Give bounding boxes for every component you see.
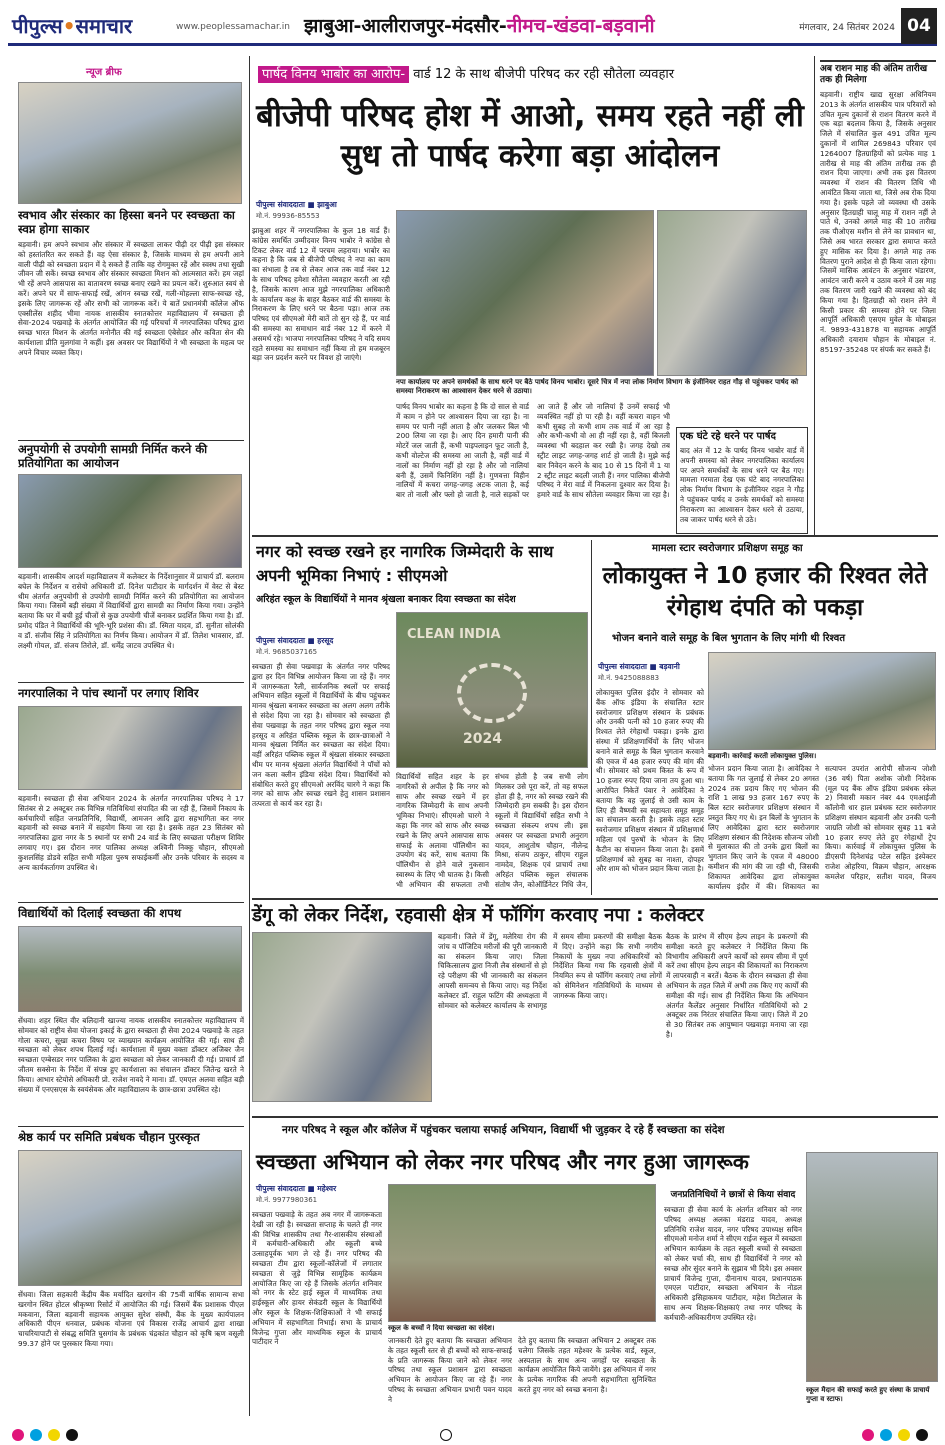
nagar-sidebar-headline: जनप्रतिनिधियों ने छात्रों से किया संवाद (670, 1190, 796, 1200)
dharna-photo (396, 210, 654, 376)
logo (12, 12, 132, 39)
edition-part2: नीमच-खंडवा-बड़वानी (506, 15, 655, 37)
black-mark (916, 1429, 928, 1441)
logo-dot: • (62, 14, 76, 38)
lead-photo-caption: नपा कार्यालय पर अपने समर्थकों के साथ धरने पर बैठे पार्षद विनय भाबोर। दूसरे चित्र में नपा लोक निर्माण विभाग के इंजीनियर राहत गौड़ से पहुंचकर पार्षद को समस्या निराकरण का आश्वासन देकर धरने से उठाया। (396, 378, 799, 395)
camp-photo (18, 706, 242, 790)
human-chain-photo (396, 612, 588, 768)
cyan-mark (30, 1429, 42, 1441)
byline-name: पीपुल्स संवाददाता (256, 636, 305, 645)
story-body: सेंधवा। शहर स्थित वीर बलिदानी खाज्या नायक शासकीय स्नातकोत्तर महाविद्यालय में सोमवार को राष्ट्रीय सेवा योजना इकाई के द्वारा स्वच्छता ही सेवा 2024 पखवाड़े के तहत गोला कचरा, सूखा कचरा विषय पर व्याख्यान कार्यक्रम आयोजित की गई। साथ ही स्वच्छता को लेकर शपथ दिलाई गई। कार्यशाला में मुख्य वक्ता डॉक्टर अजिबर जैन स्वच्छता एम्बेसडर नगर पालिका के द्वारा स्वच्छता को लेकर जानकारी दी गई। प्राचार्य डॉ जीतम सक्सेना के निर्देश में संपन्न हुए कार्यशाला का संचालन डॉक्टर जितेन्द्र खरते ने किया। आभार स्टेयोसे अधिकारी प्रो. राजेश नावदे ने माना। डॉ. एमएल अलवा सहित बड़ी संख्या में एनएसएस के स्वयंसेवक और महाविद्यालय के छात्र-छात्रा उपस्थित रहे। (18, 1016, 244, 1094)
nagar-mobile: मो.नं. 9977980361 (256, 1196, 318, 1204)
nagar-byline: पीपुल्स संवाददाता ■ महेश्वर (256, 1184, 337, 1193)
lead-body-2: पार्षद विनय भाबोर का कहना है कि दो साल से वार्ड में काम न होने पर आश्वासन दिया जा रहा है। ना समय पर पानी नहीं आता है और जलकर बिल भी 200 लिया जा रहा है। आए दिन हमारी पानी की मोटरें जल जाती हैं, कभी पाइपलाइन फूट जाती है, कभी वोल्टेज की समस्या आ जाती है, वहीं वार्ड में नालों का निर्माण नहीं हो रहा है और जो नालियां बनी हैं, उसमें फिनिशिंग नहीं है। गुणवत्ता विहीन नालियों में कचरा जगह-जगह अटक जाता है, कई बार तो नाली और फ्लो हो जाती है, नाले सड़कों पर आ जाते हैं और जो नालियां हैं उनमें सफाई भी व्यवस्थित नहीं हो पा रही है। वहीं कचरा वाहन भी कभी सुबह तो कभी शाम तक वार्ड में आ रहा है और कभी-कभी वो आ ही नहीं रहा है, वहीं बिजली व्यवस्था भी बदहाल कर रखी है। जगह देखो तब स्ट्रीट लाइट जगह-जगह शार्ट हो जाती है। मुझे कई बार निवेदन करने के बाद 10 से 15 दिनों में 1 या 2 स्ट्रीट लाइट बदली जाती हैं। नगर पालिका बीजेपी परिषद ने मेरा वार्ड में निकलना दुश्वार कर दिया है। हमारे वार्ड के साथ सौतेला व्यवहार किया जा रहा है। (396, 402, 670, 500)
story-body: बड़वानी। स्वच्छता ही सेवा अभियान 2024 के अंतर्गत नगरपालिका परिषद ने 17 सितंबर से 2 अक्टूबर तक विभिन्न गतिविधियां संपादित की जा रही हैं, जिसमें निकाय के कर्मचारियों सहित जनप्रतिनिधि, विद्यार्थी, आमजन आदि द्वारा सहभागिता कर नगर बड़वानी को स्वच्छ बनाने में सहयोग किया जा रहा है। इसके तहत 23 सितंबर को नगरपालिका द्वारा नगर के 5 स्थानों पर सभी 24 वार्ड के लिए स्वच्छता परीक्षण शिविर लगवाए गए। इस दौरान नगर पालिका अध्यक्ष अश्विनी निक्कू चौहान, सीएमओ कुशलसिंह डोडवे सहित सभी महिला पुरुष सफाईकर्मी और उनके परिवार के सदस्य व अन्य कार्यकर्तागण उपस्थित थे। (18, 794, 244, 872)
lead-body-1: झाबुआ शहर में नगरपालिका के कुल 18 वार्ड हैं। कांग्रेस समर्थित उम्मीदवार विनय भाबोर ने कांग्रेस से टिकट लेकर वार्ड 12 में परचम लहराया। भाबोर का कहना है कि जब से बीजेपी परिषद ने नपा का काम का संभाला है तब से लेकर आज तक वार्ड नंबर 12 के साथ परिषद हमेशा सौतेला व्यवहार करती आ रही है, जिसके कारण आज मुझे नगरपालिका अधिकारी के कार्यालय कक्ष के बाहर बैठकर वार्ड की समस्या के निराकरण के लिए धरने पर बैठना पड़ा। आज तक परिषद एवं सीएमओ मेरी बातें तो सुन रहे हैं, पर वार्ड की समस्या का समाधान वार्ड नंबर 12 में करने में असमर्थ रहे। भाजपा नगरपालिका परिषद ने यदि समय रहते समस्या का समाधान नहीं किया तो हम मजबूरन बड़ा जन प्रदर्शन करने पर विवश हो जाएंगे। (252, 226, 390, 363)
lokayukt-kicker: मामला स्टार स्वरोजगार प्रशिक्षण समूह का (652, 543, 803, 554)
engineer-photo (657, 210, 807, 376)
section-rule (252, 1116, 938, 1118)
logo-left: पीपुल्स (12, 14, 63, 38)
byline-place: महेश्वर (317, 1184, 337, 1193)
oath-photo (18, 926, 242, 1012)
nagar-kicker: नगर परिषद ने स्कूल और कॉलेज में पहुंचकर चलाया सफाई अभियान, विद्यार्थी भी जुड़कर दे रहे हैं स्वच्छता का संदेश (282, 1124, 725, 1136)
box-headline: एक घंटे रहे धरने पर पार्षद (680, 431, 776, 442)
magenta-mark (12, 1429, 24, 1441)
lokayukt-photo (708, 652, 936, 750)
black-mark (66, 1429, 78, 1441)
story-body: बड़वानी। हम अपने स्वभाव और संस्कार में स्वच्छता लाकर पीढ़ी दर पीढ़ी इस संस्कार को हस्तांतरित कर सकते हैं। वह ऐसा संस्कार है, जिसके माध्यम से हम अपनी आने वाली पीढ़ी को स्वच्छता प्रदान में दे सकते हैं ताकि वह रोगमुक्त रहें और स्वस्थ तथा सुखी जीवन जी सकें। स्वच्छ स्वभाव और संस्कार स्वच्छता मिशन को आत्मसात करें। हम जहां भी रहें अपने आसपास का वातावरण स्वच्छ बनाए रखने का प्रयत्न करें। शुरुआत स्वयं से करें। अपने घर में साफ-सफाई रखें, आंगन स्वच्छ रखें, गली-मोहल्ला साफ-स्वच्छ रहे, इसके लिए जागरूक रहें और सभी को जागरूक करें। ये बातें प्रधानमंत्री कॉलेज ऑफ एक्सीलेंस शहीद भीमा नायक शासकीय स्नातकोत्तर महाविद्यालय में स्वच्छता ही सेवा-2024 पखवाड़े के अंतर्गत आयोजित की गई परिचर्चा में नगरपालिका परिषद द्वारा स्वच्छ भारत मिशन के अंतर्गत मनोनीत की गई स्वच्छता एंबेसेडर और कविता सेन की कार्यशाला प्रीति मुलगांवा ने कहीं। इस अवसर पर विद्यार्थियों ने भी स्वच्छता के महत्व पर अपने विचार व्यक्त किए। (18, 240, 244, 357)
lead-byline: पीपुल्स संवाददाता ■ झाबुआ (256, 200, 337, 209)
divider (18, 902, 244, 903)
cmo-subheadline: अरिहंत स्कूल के विद्यार्थियों ने मानव श्रृंखला बनाकर दिया स्वच्छता का संदेश (256, 594, 516, 605)
lokayukt-photo-caption: बड़वानी। कार्रवाई करती लोकायुक्त पुलिस। (708, 752, 817, 760)
cmo-mobile: मो.नं. 9685037165 (256, 648, 318, 656)
news-brief-tag: न्यूज ब्रीफ (86, 67, 122, 78)
byline-place: बड़वानी (659, 662, 680, 671)
divider (18, 440, 244, 441)
dengue-body-2: बैठक के प्रारंभ में सीएम हेल्प लाइन के प्रकरणों की समीक्षा करते हुए कलेक्टर ने निर्देशित किया कि विभागीय अधिकारी अपने कार्यों को समय सीमा में पूर्ण करें तथा सीएम हेल्प लाइन की शिकायतों का निराकरण में लापरवाही न बरतें। बैठक के दौरान स्वच्छता ही सेवा अभियान के तहत जिले में अभी तक किए गए कार्यों की समीक्षा की गई। साथ ही निर्देशित किया कि अभियान अंतर्गत कैलेंडर अनुसार निर्धारित गतिविधियों को 2 अक्टूबर तक निरंतर संचालित किया जाए। जिले में 20 से 30 सितंबर तक आयुष्मान पखवाड़ा मनाया जा रहा है। (666, 932, 808, 1039)
edition-part1: झाबुआ-आलीराजपुर-मंदसौर- (304, 15, 507, 37)
byline-name: पीपुल्स संवाददाता (256, 200, 305, 209)
cleaning-photo (806, 1152, 938, 1382)
lead-headline: बीजेपी परिषद होश में आओ, समय रहते नहीं ली सुध तो पार्षद करेगा बड़ा आंदोलन (256, 98, 804, 174)
column-rule (814, 56, 815, 536)
lokayukt-subheadline: भोजन बनाने वाले समूह के बिल भुगतान के लिए मांगी थी रिश्वत (612, 633, 846, 644)
cmo-headline: नगर को स्वच्छ रखने हर नागरिक जिम्मेदारी के साथ अपनी भूमिका निभाएं : सीएमओ (256, 542, 554, 585)
story-headline: अनुपयोगी से उपयोगी सामग्री निर्मित करने की प्रतियोगिता का आयोजन (18, 442, 208, 470)
magenta-mark (862, 1429, 874, 1441)
seminar-photo (18, 82, 242, 204)
cmo-body-1: स्वच्छता ही सेवा पखवाड़ा के अंतर्गत नगर परिषद द्वारा हर दिन विभिन्न आयोजन किया जा रहे हैं। नगर में जागरूकता रैली, सार्वजनिक स्थलों पर सफाई अभियान सहित स्कूलों में विद्यार्थियों के बीच पहुंचकर मानव श्रृंखला बनाकर स्वच्छता का अलग अलग तरीके से संदेश दिया जा रहा है। सोमवार को स्वच्छता ही सेवा पखवाड़ा के तहत नगर परिषद द्वारा स्कूल नया हरसूद व अरिहंत पब्लिक स्कूल के छात्र-छात्राओं ने मानव श्रृंखला निर्मित कर स्वच्छता का संदेश दिया। वहीं अरिहंत पब्लिक स्कूल में श्रृंखला संस्कार स्वच्छता थीम पर मानव श्रृंखला अंतर्गत विद्यार्थियों ने पॉचों को जन कला क्लीन इंडिया संदेश दिया। विद्यार्थियों को संबोधित करते हुए सीएमओ अरविंद चारगे ने कहा कि नगर को साफ और स्वच्छ रखने हेतु शासन प्रशासन तत्परता से कार्य कर रहा है। (252, 662, 390, 809)
lokayukt-body-2: भोजन प्रदान किया जाता है। आवेदिका ने बताया कि गत जुलाई से लेकर 20 अगस्त 2024 तक प्रदाय किए गए भोजन की राशि 1 लाख 93 हजार 167 रुपए के बिल स्टार स्वरोजगार प्रशिक्षण संस्थान में प्रस्तुत किए गए थे। इन बिलों के भुगतान के लिए आवेदिका द्वारा स्टार स्वरोजगार प्रशिक्षण संस्थान की निदेशक सौजन्य जोशी से मुलाकात की तो उनके द्वारा बिलों का भुगतान किए जाने के एवज में 48000 कमीशन की मांग की जा रही थी, जिसकी शिकायत आवेदिका द्वारा लोकायुक्त कार्यालय इंदौर में की। शिकायत का सत्यापन उपरांत आरोपी सौजन्य जोशी (36 वर्ष) पिता अशोक जोशी निदेशक (मूल पद बैंक ऑफ इंडिया प्रबंधक स्केल 2) निवासी मकान नंबर 44 एमआईजी कॉलोनी धार हाल प्रबंधक स्टार स्वरोजगार प्रशिक्षण संस्थान बड़वानी और उनकी पत्नी जाग्रति जोशी को सोमवार सुबह 11 बजे 10 हजार रुपए लेते हुए रंगेहाथों ट्रेप किया। कार्रवाई में लोकायुक्त पुलिस के डीएसपी दिनेशचंद्र पटेल सहित इंस्पेक्टर राजेश ओहरिया, विक्रम चौहान, आरक्षक कमलेश परिहार, सतीश यादव, विजय (708, 764, 936, 891)
meeting-photo (252, 932, 432, 1102)
nagar-sidebar-body: स्वच्छता ही सेवा कार्य के अंतर्गत शनिवार को नगर परिषद अध्यक्ष अलका मंडराड यादव, अध्यक्ष प्रतिनिधि राजेश यादव, नगर परिषद उपाध्यक्ष सचिन सीएमओ मनोज शर्मा ने सीएम राईज स्कूल में स्वच्छता अभियान कार्यक्रम के तहत स्कूली बच्चों से स्वच्छता को लेकर चर्चा की, साथ ही विद्यार्थियों ने नगर को स्वच्छ और सुंदर बनाने के सुझाव भी दिये। इस अवसर प्राचार्य विजेन्द्र गुप्ता, दीनानाथ यादव, प्रधानपाठक एमएल पाटीदार, स्वच्छता अभियान के नोडल अधिकारी इसिहाकमय पाटीदार, महेश मिटोलाल के साथ अन्य शिक्षक-शिक्षकाएं तथा नगर परिषद के कर्मचारी-अधिकारीगण उपस्थित रहे। (664, 1205, 802, 1322)
nagar-headline: स्वच्छता अभियान को लेकर नगर परिषद और नगर हुआ जागरूक (256, 1150, 749, 1174)
masthead (8, 8, 937, 46)
box-body: बाद अंत में 12 के पार्षद विनय भाबोर वार्ड में अपनी समस्या को लेकर नगरपालिका कार्यालय पर अपने समर्थकों के साथ धरने पर बैठ गए। मामला गरमाता देख एक घंटे बाद नगरपालिका लोक निर्माण विभाग के इंजीनियर राहत ने गौड़ ने पहुंचकर पार्षद व उनके समर्थकों को समस्या निराकरण का आश्वासन देकर धरने से उठाया, तब जाकर पार्षद धरने से उठे। (680, 446, 804, 524)
cmo-body-2: विद्यार्थियों सहित शहर के हर नागरिकों से अपील है कि नगर को साफ और स्वच्छ रखने में हर नागरिक जिम्मेदारी के साथ अपनी भूमिका निभाएं। सीएमओ चारगे ने कहा कि नगर को साफ और स्वच्छ रखने के लिए अपने आसपास साफ सफाई के अलावा पॉलिथीन का उपयोग बंद करें, साथ बताया कि पॉलिथीन से होने वाले नुकसान स्वास्थ्य के लिए भी घातक है। किसी भी अभियान की सफलता तभी संभव होती है जब सभी लोग मिलकर उसे पूरा करें, तो वह सफल होता ही है, नगर को स्वच्छ रखने की जिम्मेदारी हम सबकी है। इस दौरान स्कूलों में विद्यार्थियों सहित सभी ने स्वच्छता संकल्प शपथ ली। इस अवसर पर स्वच्छता प्रभारी अनुराग यादव, आशुतोष चौहान, नीलेन्द्र मिश्रा, संजय ठाकुर, सीएम राहुल नामदेव, शिक्षक एवं प्राचार्य तथा अरिहंत पब्लिक स्कूल संचालक संतोष जैन, कोऑर्डिनेटर निधि जैन, (396, 772, 588, 889)
children-formation-photo (388, 1184, 656, 1322)
ration-body: बड़वानी। राष्ट्रीय खाद्य सुरक्षा अधिनियम 2013 के अंतर्गत शासकीय पात्र परिवारों को उचित मूल्य दुकानों से राशन वितरण करने में एक बड़ा बदलाव किया है, जिसके अनुसार जिले में संचालित कुल 491 उचित मूल्य दुकानों में शामिल 269843 परिवार एवं 1264007 हितग्राहियों को प्रत्येक माह 1 तारीख से माह की अंतिम तारीख तक ही राशन दिया जाएगा। अभी तक इस वितरण व्यवस्था में राशन की वितरण तिथि भी आवंटित किया जाता था, जिसे अब रोक दिया गया है। इसके पहले जो व्यवस्था थी उसके अनुसार हितग्राही चालू माह में राशन नहीं ले पाते थे, उनको अगले माह की 10 तारीख तक पीओएस मशीन से लेने का प्रावधान था, जिसे अब भारत सरकार द्वारा समाप्त करते हुए मासिक कर दिया है। अगले माह तक वितरण पुराने आदेश से ही किया जाता रहेगा। जिसमें मासिक आवंटन के अनुसार भंडारण, आवंटन जारी करने व उठाव करने में उस माह तक वितरण जारी रखने की व्यवस्था को बंद किया गया है। हितग्राही को राशन लेने में किसी प्रकार की समस्या होने पर जिला आपूर्ति अधिकारी एसएम मुवेल के मोबाइल नं. 9893-431878 या सहायक आपूर्ति अधिकारी दयाराम चौहान के मोबाइल नं. 85197-35248 पर संपर्क कर सकते हैं। (820, 90, 936, 354)
photo-text-clean-india: CLEAN INDIA (407, 627, 501, 642)
number-formation-shape (457, 663, 527, 723)
story-headline: श्रेष्ठ कार्य पर समिति प्रबंधक चौहान पुरस्कृत (18, 1130, 200, 1144)
ration-headline: अब राशन माह की अंतिम तारीख तक ही मिलेगा (820, 60, 936, 86)
divider (18, 1126, 244, 1127)
lokayukt-body-1: लोकायुक्त पुलिस इंदौर ने सोमवार को बैंक ऑफ इंडिया के संचालित स्टार स्वरोजगार प्रशिक्षण संस्थान के प्रबंधक और उनकी पत्नी को 10 हजार रुपए की रिश्वत लेते रंगेहाथों पकड़ा। इनके द्वारा संस्था में प्रशिक्षणार्थियों के लिए भोजन बनाने वाले समूह के बिल भुगतान करवाने की एवज में 48 हजार रुपए की मांग की थी। सोमवार को प्रथम किस्त के रूप में 10 हजार रुपए दिया जाना तय हुआ था। आरोपित निकेतें पंवार ने आवेदिका ने बताया कि वह जुलाई से उसी काम के लिए ही वैष्णवी स्व सहायता समूह समूह का संचालन करती है। इसके तहत स्टार स्वरोजगार प्रशिक्षण संस्थान में प्रशिक्षणार्थ महिला एवं पुरुषों के भोजन के लिए कैटीन का संचालन किया जाता है। इसमें प्रशिक्षणार्थ को सुबह का नाश्ता, दोपहर और शाम को भोजन प्रदान किया जाता है। (596, 688, 704, 874)
lokayukt-byline: पीपुल्स संवाददाता ■ बड़वानी (598, 662, 680, 671)
logo-right: समाचार (75, 14, 133, 38)
nagar-body-1: स्वच्छता पखवाड़े के तहत अब नगर में जागरूकता देखी जा रही है। स्वच्छता सप्ताह के चलते ही नगर की विभिन्न शासकीय तथा गैर-शासकीय संस्थाओं में कर्मचारी-अधिकारी और स्कूली बच्चे उत्साहपूर्वक भाग ले रहे हैं। नगर परिषद की स्वच्छता टीम द्वारा स्कूलों-कॉलेजों में लगातार स्वच्छता से जुड़े विभिन्न सामूहिक कार्यक्रम आयोजित किए जा रहे हैं जिसके अंतर्गत शनिवार को नगर के स्टेट हाई स्कूल में माध्यमिक तथा हाईस्कूल और हायर सेकंडरी स्कूल के विद्यार्थियों और स्कूल के शिक्षक-शिक्षिकाओं ने भी सफाई अभियान में सहभागिता निभाई। सभा के प्राचार्य विजेन्द्र गुप्ता और माध्यमिक स्कूल के प्राचार्य पाटीदार ने (252, 1210, 382, 1347)
page-number: 04 (901, 8, 937, 44)
yellow-mark (898, 1429, 910, 1441)
column-rule (249, 56, 250, 1416)
yellow-mark (48, 1429, 60, 1441)
section-rule (252, 535, 938, 537)
lead-kicker (258, 64, 803, 82)
sidebar-box (676, 427, 808, 534)
nagar-sidebar (664, 1190, 802, 1405)
cmo-byline: पीपुल्स संवाददाता ■ हरसूद (256, 636, 334, 645)
byline-place: हरसूद (317, 636, 334, 645)
photo-text-year: 2024 (463, 731, 502, 747)
cyan-mark (880, 1429, 892, 1441)
nagar-body-2: जानकारी देते हुए बताया कि स्वच्छता अभियान के तहत स्कूली स्तर से ही बच्चों को साफ-सफाई के प्रति जागरूक किया जाने को लेकर नगर परिषद तथा स्कूल प्रशासन द्वारा स्वच्छता अभियान के आयोजन किए जा रहे हैं। नगर परिषद के स्वच्छता अभियान प्रभारी पवन यादव ने (388, 1336, 512, 1404)
nagar-photo-caption-1: स्कूल के बच्चों ने दिया स्वच्छता का संदेश। (388, 1324, 495, 1332)
nagar-body-3: देते हुए बताया कि स्वच्छता अभियान 2 अक्टूबर तक चलेगा जिसके तहत महेश्वर के प्रत्येक वार्ड, स्कूल, अस्पताल के साथ अन्य जगहों पर स्वच्छता के कार्यक्रम आयोजित किये जायेंगे। इस अभियान में नगर के प्रत्येक नागरिक की अपनी सहभागिता सुनिश्चित करते हुए नगर को स्वच्छ बनाना है। (518, 1336, 656, 1394)
print-marks (0, 1425, 945, 1445)
dengue-headline: डेंगू को लेकर निर्देश, रहवासी क्षेत्र में फॉगिंग करवाए नपा : कलेक्टर (252, 905, 704, 926)
dengue-body-1: बड़वानी। जिले में डेंगू, मलेरिया रोग की जांच व पॉजिटिव मरीजों की पूरी जानकारी का संकलन किया जाए। जिला चिकित्सालय द्वारा निजी लैब संस्थानों से हो रहे परीक्षण की भी जानकारी का संकलन आपसी समन्वय से किया जाए। यह निर्देश कलेक्टर डॉ. राहुल फटिंग की अध्यक्षता में सोमवार को कलेक्टर कार्यालय के सभागृह में समय सीमा प्रकरणों की समीक्षा बैठक में दिए। उन्होंने कहा कि सभी नगरीय निकायों के मुख्य नपा अधिकारियों को निर्देशित किया गया कि रहवासी क्षेत्रों में नियमित रूप से फॉगिंग करवाएं तथा लोगों को सेमिनेशन गतिविधियों के माध्यम से जागरूक किया जाए। (438, 932, 662, 1010)
byline-name: पीपुल्स संवाददाता (256, 1184, 305, 1193)
registration-mark (440, 1429, 452, 1441)
story-headline: स्वभाव और संस्कार का हिस्सा बनने पर स्वच्छता का स्वप्न होगा साकार (18, 208, 235, 236)
divider (18, 682, 244, 683)
site-url: www.peoplessamachar.in (176, 22, 290, 32)
lokayukt-mobile: मो.नं. 9425088883 (598, 674, 660, 682)
byline-place: झाबुआ (317, 200, 337, 209)
edition-title (304, 12, 655, 38)
students-photo (18, 474, 242, 568)
lead-kicker-red: पार्षद विनय भाबोर का आरोप- (258, 66, 409, 83)
story-body: बड़वानी। शासकीय आदर्श महाविद्यालय में कलेक्टर के निर्देशानुसार में प्राचार्य डॉ. बलराम बघेल के निर्देशन व रासेयो अधिकारी डॉ. दिनेश पाटीदार के मार्गदर्शन में वेस्ट से बेस्ट थीम अंतर्गत अनुपयोगी से उपयोगी सामग्री निर्मित करने की प्रतियोगिता का आयोजन किया गया। जिसमें बड़ी संख्या में विद्यार्थियों द्वारा सामग्री का निर्माण किया गया। उन्होंने बताया कि घर में बची हुई चीजों से कुछ उपयोगी चीजें बनाकर प्रदर्शित किया गया है। डॉ. प्रमोद पंडित ने विद्यार्थियों की भूरि-भूरि प्रशंसा की। डॉ. स्मिता यादव, डॉ. सुनीता सोलंकी व डॉ. संजीव सिंह ने प्रतियोगिता का निर्णय किया। आयोजन में डॉ. तिलेश भावसार, डॉ. लक्ष्मी गोयल, डॉ. संजय तिरोले, डॉ. धर्मेंद्र जाटव उपस्थित थे। (18, 572, 244, 650)
section-rule (252, 898, 938, 900)
lokayukt-headline: लोकायुक्त ने 10 हजार की रिश्वत लेते रंगेहाथ दंपति को पकड़ा (602, 563, 928, 621)
byline-name: पीपुल्स संवाददाता (598, 662, 647, 671)
lead-kicker-rest: वार्ड 12 के साथ बीजेपी परिषद कर रही सौतेला व्यवहार (413, 67, 675, 82)
story-body: सेंधवा। जिला सहकारी केंद्रीय बैंक मर्यादित खरगोन की 75वीं वार्षिक सामान्य सभा खरगोन स्थित होटल श्रीकृष्णा रिसोर्ट में आयोजित की गई। जिसमें बैंक प्रशासक पीएल मकवाना, जिला बड़वानी सहायक आयुक्त सुरेश संस्थी, बैंक के मुख्य कार्यपालन अधिकारी पीएन धनवाल, प्रबंधक योजना एवं विकास राजेंद्र आचार्य द्वारा शाखा चाचरियापाटी से संबद्ध समिति घुसगांव के प्रबंधक चंद्रकांत चौहान को कृषि ऋण वसूली 99.37 होने पर पुरस्कार किया गया। (18, 1290, 244, 1348)
dateline: मंगलवार, 24 सितंबर 2024 (799, 23, 895, 33)
nagar-photo-caption-2: स्कूल मैदान की सफाई करते हुए संस्था के प्राचार्य गुप्ता व स्टाफ। (806, 1386, 930, 1403)
story-headline: विद्यार्थियों को दिलाई स्वच्छता की शपथ (18, 906, 182, 920)
story-headline: नगरपालिका ने पांच स्थानों पर लगाए शिविर (18, 686, 199, 700)
award-photo (18, 1150, 242, 1286)
lead-mobile: मो.नं. 99936-85553 (256, 212, 320, 220)
